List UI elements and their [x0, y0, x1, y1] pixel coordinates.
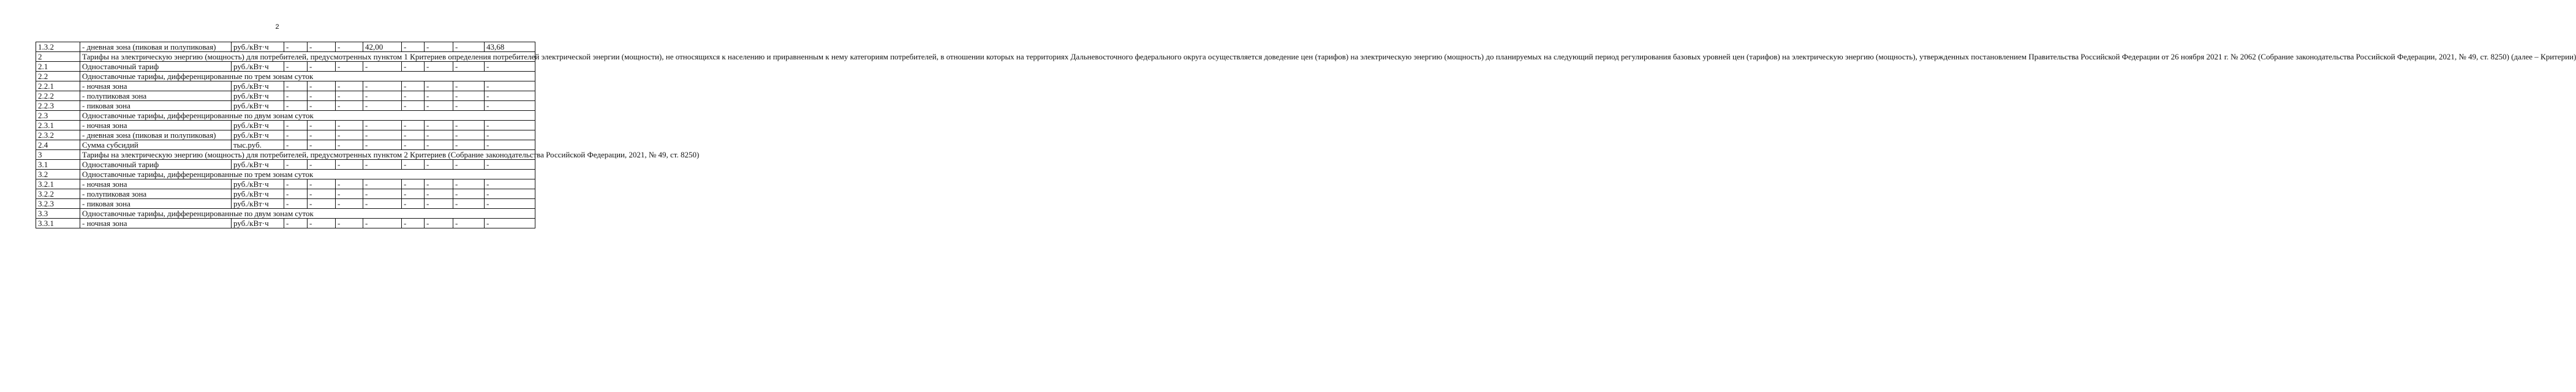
value-cell: -: [402, 81, 425, 91]
value-cell: -: [485, 130, 535, 140]
table-row: [36, 189, 535, 199]
value-cell: -: [363, 160, 402, 170]
unit-cell: руб./кВт·ч: [232, 130, 284, 140]
value-cell: -: [453, 121, 485, 130]
unit-cell: руб./кВт·ч: [232, 160, 284, 170]
value-cell: -: [284, 189, 308, 199]
value-cell: -: [485, 81, 535, 91]
value-cell: -: [453, 91, 485, 101]
row-number-cell: 2.3: [36, 111, 80, 121]
value-cell: -: [402, 189, 425, 199]
value-cell: -: [425, 189, 453, 199]
value-cell: -: [402, 160, 425, 170]
table-row: [36, 81, 535, 91]
table-row: [36, 62, 535, 72]
value-cell: -: [425, 81, 453, 91]
tariff-table-body: [36, 42, 2576, 228]
value-cell: -: [284, 81, 308, 91]
unit-cell: руб./кВт·ч: [232, 219, 284, 228]
value-cell: -: [363, 62, 402, 72]
page-number: 2: [275, 23, 279, 31]
value-cell: -: [363, 179, 402, 189]
value-cell: -: [425, 199, 453, 209]
value-cell: -: [284, 219, 308, 228]
row-number-cell: 2.3.2: [36, 130, 80, 140]
row-number-cell: 2.2.1: [36, 81, 80, 91]
value-cell: -: [402, 121, 425, 130]
tariff-table: [36, 42, 2576, 228]
value-cell: -: [402, 179, 425, 189]
value-cell: -: [485, 189, 535, 199]
unit-cell: руб./кВт·ч: [232, 101, 284, 111]
unit-cell: руб./кВт·ч: [232, 42, 284, 52]
value-cell: -: [402, 130, 425, 140]
unit-cell: руб./кВт·ч: [232, 121, 284, 130]
row-number-cell: 2: [36, 52, 80, 62]
indicator-name-cell: Одноставочный тариф: [80, 62, 232, 72]
value-cell: -: [453, 140, 485, 150]
value-cell: -: [402, 219, 425, 228]
row-number-cell: 2.3.1: [36, 121, 80, 130]
value-cell: -: [308, 160, 336, 170]
value-cell: -: [425, 130, 453, 140]
value-cell: 42,00: [363, 42, 402, 52]
row-number-cell: 3.3.1: [36, 219, 80, 228]
row-number-cell: 3.2: [36, 170, 80, 179]
value-cell: -: [425, 121, 453, 130]
section-row: [36, 150, 535, 160]
value-cell: -: [425, 219, 453, 228]
indicator-name-cell: - дневная зона (пиковая и полупиковая): [80, 42, 232, 52]
value-cell: -: [308, 199, 336, 209]
value-cell: -: [336, 62, 363, 72]
value-cell: -: [453, 81, 485, 91]
section-title-cell: Одноставочные тарифы, дифференцированные по двум зонам суток: [80, 209, 535, 219]
indicator-name-cell: - дневная зона (пиковая и полупиковая): [80, 130, 232, 140]
value-cell: -: [336, 219, 363, 228]
value-cell: -: [363, 81, 402, 91]
indicator-name-cell: - полупиковая зона: [80, 189, 232, 199]
value-cell: -: [308, 130, 336, 140]
value-cell: -: [485, 140, 535, 150]
value-cell: -: [336, 189, 363, 199]
indicator-name-cell: - пиковая зона: [80, 101, 232, 111]
value-cell: -: [363, 121, 402, 130]
value-cell: -: [485, 62, 535, 72]
indicator-name-cell: - ночная зона: [80, 121, 232, 130]
section-row: [36, 72, 535, 81]
section-row: [36, 52, 535, 62]
value-cell: -: [425, 140, 453, 150]
value-cell: -: [284, 42, 308, 52]
value-cell: -: [336, 130, 363, 140]
value-cell: -: [336, 81, 363, 91]
value-cell: -: [336, 101, 363, 111]
section-title-cell: Одноставочные тарифы, дифференцированные по трем зонам суток: [80, 72, 535, 81]
row-number-cell: 3.3: [36, 209, 80, 219]
value-cell: -: [308, 219, 336, 228]
value-cell: -: [485, 199, 535, 209]
value-cell: -: [308, 101, 336, 111]
row-number-cell: 2.2.2: [36, 91, 80, 101]
value-cell: -: [402, 62, 425, 72]
table-row: [36, 219, 535, 228]
row-number-cell: 2.2: [36, 72, 80, 81]
row-number-cell: 1.3.2: [36, 42, 80, 52]
section-row: [36, 170, 535, 179]
value-cell: -: [453, 101, 485, 111]
value-cell: -: [425, 101, 453, 111]
unit-cell: руб./кВт·ч: [232, 62, 284, 72]
table-row: [36, 42, 535, 52]
unit-cell: тыс.руб.: [232, 140, 284, 150]
value-cell: -: [402, 91, 425, 101]
value-cell: -: [453, 199, 485, 209]
value-cell: -: [308, 91, 336, 101]
value-cell: -: [402, 42, 425, 52]
indicator-name-cell: - пиковая зона: [80, 199, 232, 209]
value-cell: -: [485, 179, 535, 189]
value-cell: -: [308, 140, 336, 150]
value-cell: -: [425, 91, 453, 101]
value-cell: -: [485, 91, 535, 101]
value-cell: -: [308, 121, 336, 130]
value-cell: -: [284, 62, 308, 72]
section-title-cell: Одноставочные тарифы, дифференцированные по трем зонам суток: [80, 170, 535, 179]
row-number-cell: 2.4: [36, 140, 80, 150]
value-cell: -: [308, 81, 336, 91]
indicator-name-cell: Одноставочный тариф: [80, 160, 232, 170]
value-cell: 43,68: [485, 42, 535, 52]
value-cell: -: [453, 189, 485, 199]
section-title-cell: Тарифы на электрическую энергию (мощность) для потребителей, предусмотренных пунктом 1 Критериев определения потребителей электрической энергии (мощности), не относящихся к населению и приравненным к нему категориям потребителей, в отношении которых на территориях Дальневосточного федерального округа осуществляется доведение цен (тарифов) на электрическую энергию (мощность) до планируемых на следующий период регулирования базовых уровней цен (тарифов) на электрическую энергию (мощность), утвержденных постановлением Правительства Российской Федерации от 26 ноября 2021 г. № 2062 (Собрание законодательства Российской Федерации, 2021, № 49, ст. 8250) (далее – Критерии): [80, 52, 535, 62]
value-cell: -: [308, 179, 336, 189]
table-row: [36, 179, 535, 189]
value-cell: -: [485, 101, 535, 111]
value-cell: -: [284, 199, 308, 209]
value-cell: -: [336, 199, 363, 209]
value-cell: -: [336, 179, 363, 189]
value-cell: -: [336, 121, 363, 130]
value-cell: -: [363, 101, 402, 111]
row-number-cell: 3.2.2: [36, 189, 80, 199]
value-cell: -: [363, 140, 402, 150]
row-number-cell: 2.2.3: [36, 101, 80, 111]
table-row: [36, 121, 535, 130]
value-cell: -: [363, 199, 402, 209]
indicator-name-cell: - ночная зона: [80, 81, 232, 91]
value-cell: -: [453, 62, 485, 72]
value-cell: -: [485, 219, 535, 228]
unit-cell: руб./кВт·ч: [232, 91, 284, 101]
value-cell: -: [485, 121, 535, 130]
unit-cell: руб./кВт·ч: [232, 179, 284, 189]
section-row: [36, 209, 535, 219]
value-cell: -: [363, 91, 402, 101]
value-cell: -: [308, 189, 336, 199]
value-cell: -: [284, 101, 308, 111]
section-title-cell: Одноставочные тарифы, дифференцированные по двум зонам суток: [80, 111, 535, 121]
value-cell: -: [425, 62, 453, 72]
value-cell: -: [363, 189, 402, 199]
indicator-name-cell: Сумма субсидий: [80, 140, 232, 150]
value-cell: -: [284, 130, 308, 140]
value-cell: -: [425, 160, 453, 170]
value-cell: -: [402, 140, 425, 150]
value-cell: -: [284, 179, 308, 189]
value-cell: -: [453, 160, 485, 170]
unit-cell: руб./кВт·ч: [232, 189, 284, 199]
row-number-cell: 3: [36, 150, 80, 160]
row-number-cell: 3.2.1: [36, 179, 80, 189]
unit-cell: руб./кВт·ч: [232, 81, 284, 91]
row-number-cell: 3.1: [36, 160, 80, 170]
value-cell: -: [425, 179, 453, 189]
table-row: [36, 140, 535, 150]
value-cell: -: [363, 219, 402, 228]
table-row: [36, 160, 535, 170]
value-cell: -: [284, 140, 308, 150]
table-row: [36, 130, 535, 140]
value-cell: -: [336, 91, 363, 101]
value-cell: -: [336, 160, 363, 170]
value-cell: -: [308, 42, 336, 52]
table-row: [36, 91, 535, 101]
value-cell: -: [402, 101, 425, 111]
row-number-cell: 3.2.3: [36, 199, 80, 209]
indicator-name-cell: - ночная зона: [80, 219, 232, 228]
value-cell: -: [453, 42, 485, 52]
value-cell: -: [308, 62, 336, 72]
value-cell: -: [453, 179, 485, 189]
value-cell: -: [425, 42, 453, 52]
indicator-name-cell: - ночная зона: [80, 179, 232, 189]
section-row: [36, 111, 535, 121]
value-cell: -: [336, 42, 363, 52]
value-cell: -: [485, 160, 535, 170]
table-row: [36, 101, 535, 111]
row-number-cell: 2.1: [36, 62, 80, 72]
unit-cell: руб./кВт·ч: [232, 199, 284, 209]
value-cell: -: [336, 140, 363, 150]
value-cell: -: [402, 199, 425, 209]
section-title-cell: Тарифы на электрическую энергию (мощность) для потребителей, предусмотренных пунктом 2 Критериев (Собрание законодательства Российской Федерации, 2021, № 49, ст. 8250): [80, 150, 535, 160]
value-cell: -: [363, 130, 402, 140]
table-row: [36, 199, 535, 209]
value-cell: -: [453, 130, 485, 140]
value-cell: -: [284, 91, 308, 101]
value-cell: -: [284, 160, 308, 170]
value-cell: -: [453, 219, 485, 228]
indicator-name-cell: - полупиковая зона: [80, 91, 232, 101]
value-cell: -: [284, 121, 308, 130]
